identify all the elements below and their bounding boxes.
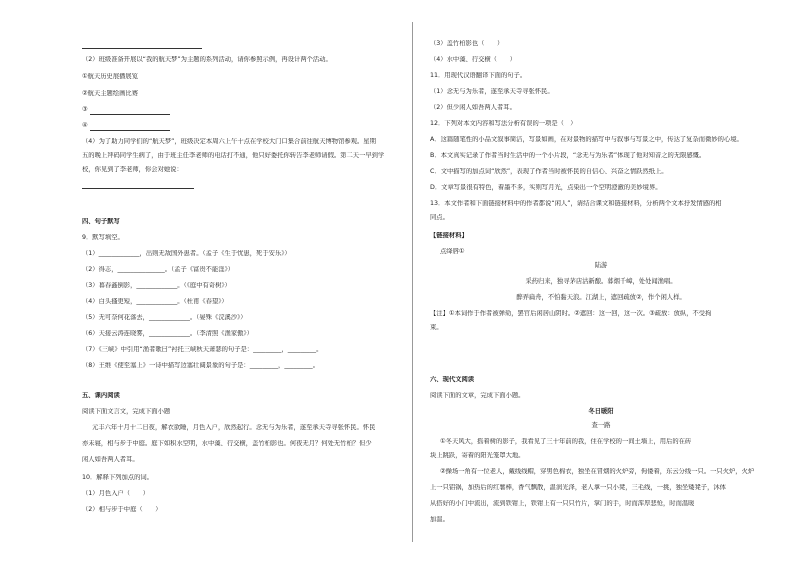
column-divider xyxy=(412,22,413,542)
section-heading: 六、现代文阅读 xyxy=(430,376,475,383)
link-material-label: 【链接材料】 xyxy=(430,232,468,239)
activity-blank: ④ xyxy=(82,122,88,129)
essay-paragraph: 块上跳跃，寄着的阳光笼罩大地。 xyxy=(430,452,525,459)
essay-title: 冬日暖阳 xyxy=(588,408,614,415)
fill-item: （1）_____________，出则无敌国外患者。（孟子《生于忧患，死于安乐》） xyxy=(82,250,291,257)
question-text: 9．默写填空。 xyxy=(82,234,124,241)
translate-item: （1）念无与为乐者，遂至承天寺寻张怀民。 xyxy=(430,88,554,95)
passage-line: 闲人如吾两人者耳。 xyxy=(82,456,139,463)
section-heading: 四、句子默写 xyxy=(82,218,120,225)
fill-item: （6）天接云涛连晓雾，_____________。（李清照《渔家傲》） xyxy=(82,330,253,337)
question-text: 10．解释下列加点的词。 xyxy=(82,474,153,481)
question-text: 五的晚上拜码同学生病了，由于班主任李老师的电话打不通，他只好委托你转告李老师请假。第二天一早到学 xyxy=(82,152,385,159)
fill-item: （7）《三峡》中引用“渔者歌曰”衬托三峡秋天萧瑟的句子是：_________，_________。 xyxy=(82,346,323,353)
poem-tune: 点绛唇① xyxy=(440,248,465,255)
activity-example: ②航天主题绘画比赛 xyxy=(82,90,139,97)
essay-author: 查一路 xyxy=(591,422,611,429)
translate-item: （2）但少闲人如吾两人者耳。 xyxy=(430,104,516,111)
fill-item: （5）无可奈何花落去，_____________。（晏殊《浣溪沙》） xyxy=(82,314,247,321)
essay-paragraph: ②操场一角有一位老人，戴线线帽，穿男色棉衣，独坐在冒烟的火炉旁，佝偻着，东云分线一只。一只火炉，火炉 xyxy=(440,468,755,475)
activity-example: ①航天历史展播展览 xyxy=(82,73,139,80)
fill-item: （2）得志，_______________。（孟子《富贵不能淫》） xyxy=(82,266,234,273)
poem-line: 醉弄扁舟，不怕黏天浪。江湖上，遮回疏放②，作个闲人样。 xyxy=(516,294,686,301)
question-text: 12．下列对本文内容和写法分析有误的一项是（ ） xyxy=(430,120,577,127)
essay-paragraph: ①冬天风大，摇着树的影子，我看见了三十年前的我，住在学校的一间土墙上，用后的在砖 xyxy=(440,438,692,445)
answer-line xyxy=(82,48,202,49)
question-text: （4）为了助力同学们的“航天梦”，班级决定本周六上午十点在学校大门口集合前往航天博物馆参观。星期 xyxy=(82,138,376,145)
fill-item: （3）暮春鑫倒影，_____________。（《庭中有奇树》） xyxy=(82,282,231,289)
reading-intro: 阅读下面文言文，完成下面小题 xyxy=(82,408,171,415)
essay-paragraph: 上一只铝锅，加热后的红薯棒，香气飘散，温润光泽，老人拿一只小凳，三毛线，一挑，独坐矮凳子，沐体 xyxy=(430,484,726,491)
activity-blank: ③ xyxy=(82,106,88,113)
poem-line: 采药归来，独寻茅店沽新酿。暮烟千嶂，处处闻渔唱。 xyxy=(525,278,677,285)
answer-line xyxy=(90,130,170,131)
essay-paragraph: 从搭好的小门中流出，流到铁钳上，铁钳上有一只只竹片，掌门的手，时而浑厚悲怆，时而温暖 xyxy=(430,500,695,507)
explain-item: （2）相与步于中庭（ ） xyxy=(82,506,162,513)
explain-item: （4）水中藻、荇交横（ ） xyxy=(430,56,516,63)
question-text: 校，你见到了李老师，你会对她说： xyxy=(82,166,183,173)
answer-line xyxy=(82,188,194,189)
passage-line: 亦未寝，相与步于中庭。庭下如积水空明，水中藻、荇交横，盖竹柏影也。何夜无月？何处无竹柏？但少 xyxy=(82,440,372,447)
section-heading: 五、课内阅读 xyxy=(82,392,120,399)
poem-note: 束。 xyxy=(430,324,443,331)
explain-item: （3）盖竹柏影也（ ） xyxy=(430,40,504,47)
option-a: A．这篇随笔性的小品文叙事简洁，写景如画，在对景物的描写中与叙事与写景之中，传达了复杂而微妙的心境。 xyxy=(430,136,743,143)
option-d: D．文章写景很有特色，着墨不多，实则写月光，点染出一个空明澄澈的美妙境界。 xyxy=(430,184,662,191)
reading-intro: 阅读下面的文章，完成下面小题。 xyxy=(430,392,525,399)
fill-item: （4）白头搔更短，_____________。（杜甫《春望》） xyxy=(82,298,228,305)
fill-item: （8）王维《使至塞上》一诗中描写边塞壮阔景象的句子是：_________，_________。 xyxy=(82,362,319,369)
option-c: C．文中描写的加点词“欣然”，表现了作者当时被怀民的自信心、兴奋之情跃然纸上。 xyxy=(430,168,668,175)
essay-paragraph: 加温。 xyxy=(430,516,449,523)
question-text: （2）班级准备开展以“我的航天梦”为主题的系列活动，请你参照示例，再设计两个活动。 xyxy=(82,56,332,63)
poem-note: 【注】①本词作于作者被弹劾，罢官后闲居山阴时。②遮回：这一回，这一次。③疏放：放纵，不受拘 xyxy=(430,310,712,317)
question-text: 13．本文作者和下面链接材料中的作者都说“闲人”，请结合课文和链接材料，分析两个文本抒发情感的相 xyxy=(430,200,722,207)
question-text: 11．用现代汉语翻译下面的句子。 xyxy=(430,72,527,79)
passage-line: 元丰六年十月十二日夜，解衣欲睡，月色入户，欣然起行。念无与为乐者，遂至承天寺寻张怀民。怀民 xyxy=(92,424,376,431)
poem-author: 陆游 xyxy=(594,262,608,269)
answer-line xyxy=(90,114,170,115)
question-text: 同点。 xyxy=(430,214,449,221)
option-b: B．本文真实记录了作者当时生活中的一个小片段，“念无与为乐者”体现了他对知音之的无限感慨。 xyxy=(430,152,706,159)
explain-item: （1）月色入户（ ） xyxy=(82,490,149,497)
